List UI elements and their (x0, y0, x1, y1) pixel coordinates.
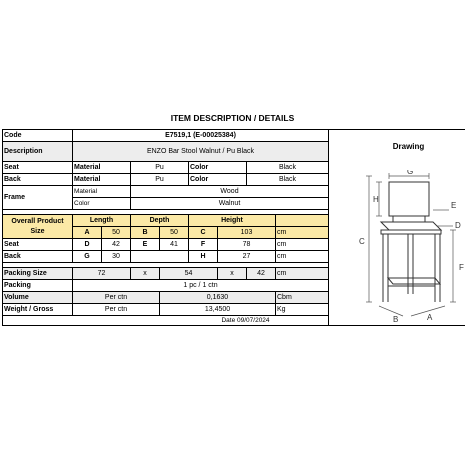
back-color-label: Color (189, 174, 247, 186)
dim-d-key: D (73, 239, 102, 251)
label-d: D (455, 221, 461, 230)
back-material-label: Material (73, 174, 131, 186)
dim-d-value: 42 (102, 239, 131, 251)
volume-label: Volume (3, 292, 73, 304)
volume-value: 0,1630 (160, 292, 276, 304)
weight-unit: Kg (276, 304, 329, 316)
code-value: E7519,1 (E-00025384) (73, 130, 329, 142)
height-header: Height (189, 215, 276, 227)
dim-h-key: H (189, 251, 218, 263)
drawing-title: Drawing (392, 142, 425, 151)
overall-label-line1: Overall Product (11, 217, 64, 225)
weight-per: Per ctn (73, 304, 160, 316)
dim-e-value: 41 (160, 239, 189, 251)
overall-label-line2: Size (30, 227, 45, 235)
frame-color-label: Color (73, 198, 131, 210)
overall-size-label (3, 215, 73, 239)
label-f: F (459, 263, 464, 272)
packing-size-unit: cm (276, 268, 329, 280)
page-title: ITEM DESCRIPTION / DETAILS (170, 113, 295, 123)
volume-per: Per ctn (73, 292, 160, 304)
seat-color-label: Color (189, 162, 247, 174)
weight-label: Weight / Gross (3, 304, 73, 316)
back-material-value: Pu (131, 174, 189, 186)
dim-h-value: 27 (218, 251, 276, 263)
back-label: Back (3, 174, 73, 186)
code-label: Code (3, 130, 73, 142)
packing-size-x1: x (131, 268, 160, 280)
dim-g-key: G (73, 251, 102, 263)
packing-size-width: 54 (160, 268, 218, 280)
seat-label: Seat (3, 162, 73, 174)
label-h: H (373, 195, 379, 204)
label-a: A (427, 313, 433, 322)
packing-label: Packing (3, 280, 73, 292)
frame-color-value: Walnut (131, 198, 329, 210)
dim-seat-unit: cm (276, 239, 329, 251)
item-details-table (2, 129, 465, 326)
dim-c-key: C (189, 227, 218, 239)
code-row (3, 130, 465, 142)
dim-e-key: E (131, 239, 160, 251)
label-e: E (451, 201, 457, 210)
frame-material-value: Wood (131, 186, 329, 198)
frame-label: Frame (3, 186, 73, 210)
label-c: C (359, 237, 365, 246)
packing-size-length: 72 (73, 268, 131, 280)
weight-value: 13,4500 (160, 304, 276, 316)
date-value: Date 09/07/2024 (3, 316, 465, 326)
dim-a-key: A (73, 227, 102, 239)
dim-g-value: 30 (102, 251, 131, 263)
packing-value: 1 pc / 1 ctn (73, 280, 329, 292)
length-header: Length (73, 215, 131, 227)
dim-c-value: 103 (218, 227, 276, 239)
dim-back-unit: cm (276, 251, 329, 263)
dim-a-value: 50 (102, 227, 131, 239)
description-label: Description (3, 142, 73, 162)
stool-seat (381, 222, 441, 230)
packing-size-height: 42 (247, 268, 276, 280)
label-g: G (407, 170, 414, 176)
seat-material-label: Material (73, 162, 131, 174)
dim-f-key: F (189, 239, 218, 251)
volume-unit: Cbm (276, 292, 329, 304)
frame-material-label: Material (73, 186, 131, 198)
seat-dims-label: Seat (3, 239, 73, 251)
dim-f-value: 78 (218, 239, 276, 251)
back-color-value: Black (247, 174, 329, 186)
packing-size-x2: x (218, 268, 247, 280)
dim-b-value: 50 (160, 227, 189, 239)
stool-drawing (341, 170, 465, 325)
stool-backrest (389, 182, 429, 216)
label-b: B (393, 315, 399, 324)
back-dims-label: Back (3, 251, 73, 263)
depth-header: Depth (131, 215, 189, 227)
seat-color-value: Black (247, 162, 329, 174)
drawing-panel (329, 130, 465, 326)
dim-b-key: B (131, 227, 160, 239)
seat-material-value: Pu (131, 162, 189, 174)
dim-overall-unit: cm (276, 227, 329, 239)
packing-size-label: Packing Size (3, 268, 73, 280)
description-value: ENZO Bar Stool Walnut / Pu Black (73, 142, 329, 162)
